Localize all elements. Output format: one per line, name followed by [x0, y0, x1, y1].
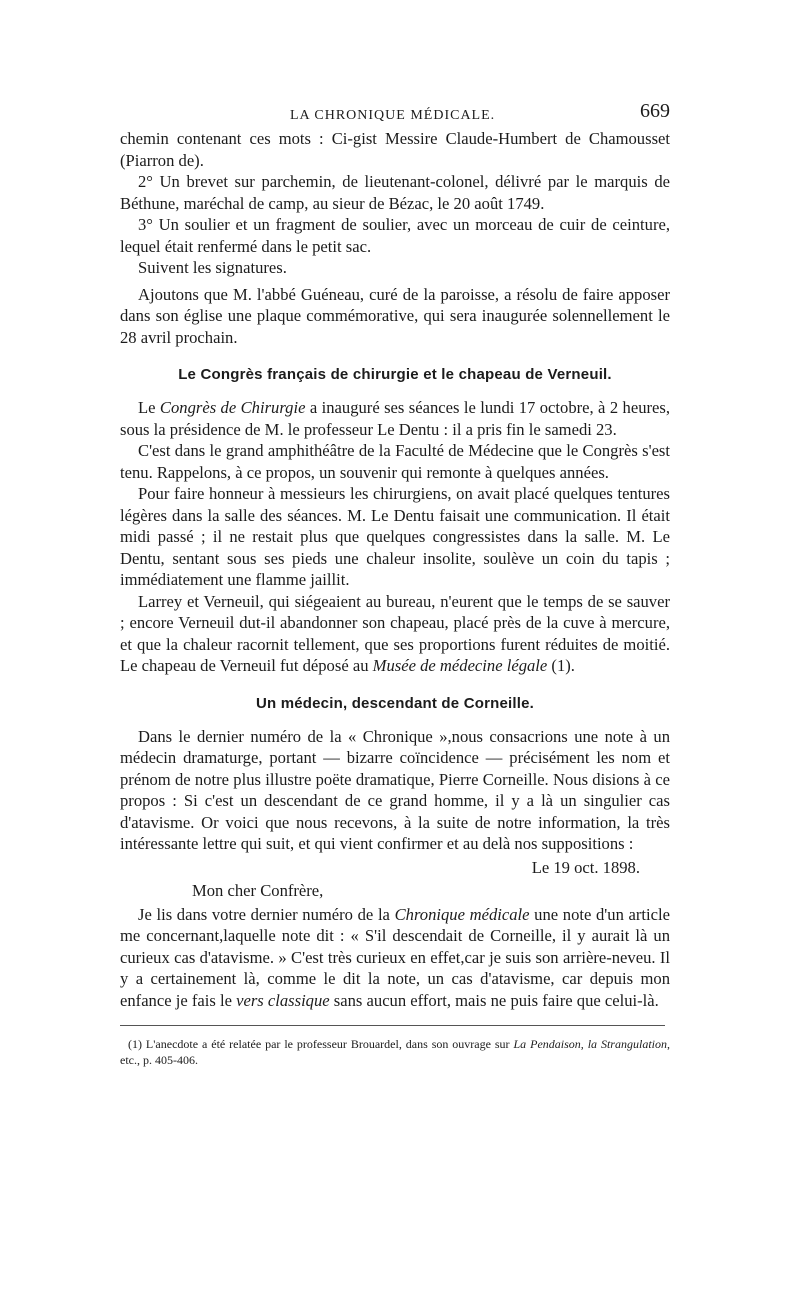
paragraph: C'est dans le grand amphithéâtre de la Faculté de Médecine que le Congrès s'est tenu. Rappelons, à ce propos, un souvenir qui remonte à quelques années. — [120, 441, 670, 482]
section-heading: Un médecin, descendant de Corneille. — [255, 694, 535, 712]
footnote: (1) L'anecdote a été relatée par le professeur Brouardel, dans son ouvrage sur La Pendaison, la Strangulation, etc., p. 405-406. — [120, 1037, 670, 1067]
paragraph: Larrey et Verneuil, qui siégeaient au bureau, n'eurent que le temps de se sauver ; encore Verneuil dut-il abandonner son chapeau, placé près de la cuve à mercure, et que la chaleur racornit tellement, que ses proportions furent réduites de moitié. Le chapeau de Verneuil fut déposé au Musée de médecine légale (1). — [120, 591, 670, 675]
journal-title: LA CHRONIQUE MÉDICALE. — [290, 108, 496, 123]
footnote-divider — [120, 1025, 665, 1026]
section-heading: Le Congrès français de chirurgie et le chapeau de Verneuil. — [178, 366, 612, 383]
letter-date: Le 19 oct. 1898. — [531, 857, 640, 877]
letter-salutation: Mon cher Confrère, — [192, 881, 324, 900]
paragraph: Le Congrès de Chirurgie a inauguré ses séances le lundi 17 octobre, à 2 heures, sous la présidence de M. le professeur Le Dentu : il a pris fin le samedi 23. — [120, 398, 670, 439]
italic-text: Congrès de Chirurgie — [159, 398, 306, 417]
page-number: 669 — [640, 100, 670, 122]
italic-text: Musée de médecine légale — [372, 656, 548, 675]
paragraph: Pour faire honneur à messieurs les chirurgiens, on avait placé quelques tentures légères dans la salle des séances. M. Le Dentu faisait une communication. Il était midi passé ; il ne restait plus que quelques congressistes dans la salle. M. Le Dentu, sentant sous ses pieds une chaleur insolite, soulève un coin du tapis ; immédiatement une flamme jaillit. — [120, 484, 670, 589]
paragraph: 2° Un brevet sur parchemin, de lieutenant-colonel, délivré par le marquis de Béthune, maréchal de camp, au sieur de Bézac, le 20 août 1749. — [120, 172, 670, 213]
italic-text: Chronique médicale — [394, 904, 530, 924]
paragraph: Dans le dernier numéro de la « Chronique »,nous consacrions une note à un médecin dramaturge, portant — bizarre coïncidence — précisément les nom et prénom de notre plus illustre poëte dramatique, Pierre Corneille. Nous disions à ce propos : Si c'est un descendant de ce grand homme, il y a là un singulier cas d'atavisme. Or voici que nous recevons, à la suite de notre information, la très intéressante lettre qui suit, et qui vient confirmer et au delà nos suppositions : — [120, 726, 670, 853]
italic-text: vers classique — [236, 990, 330, 1010]
italic-text: La Pendaison, la Strangulation — [513, 1037, 667, 1051]
paragraph: 3° Un soulier et un fragment de soulier, avec un morceau de cuir de ceinture, lequel était renfermé dans le petit sac. — [120, 215, 670, 256]
running-header — [120, 100, 670, 128]
page — [120, 100, 670, 1068]
paragraph: Ajoutons que M. l'abbé Guéneau, curé de la paroisse, a résolu de faire apposer dans son église une plaque commémorative, qui sera inaugurée solennellement le 28 avril prochain. — [120, 284, 670, 347]
paragraph: Suivent les signatures. — [138, 258, 287, 277]
paragraph: Je lis dans votre dernier numéro de la Chronique médicale une note d'un article me concernant,laquelle note dit : « S'il descendait de Corneille, il y aurait là un curieux cas d'atavisme. » C'est très curieux en effet,car je suis son arrière-neveu. Il y a certainement là, comme le dit la note, un cas d'atavisme, car depuis mon enfance je fais le vers classique sans aucun effort, mais ne puis faire que celui-là. — [120, 904, 670, 1010]
paragraph: chemin contenant ces mots : Ci-gist Messire Claude-Humbert de Chamousset (Piarron de). — [120, 129, 670, 170]
